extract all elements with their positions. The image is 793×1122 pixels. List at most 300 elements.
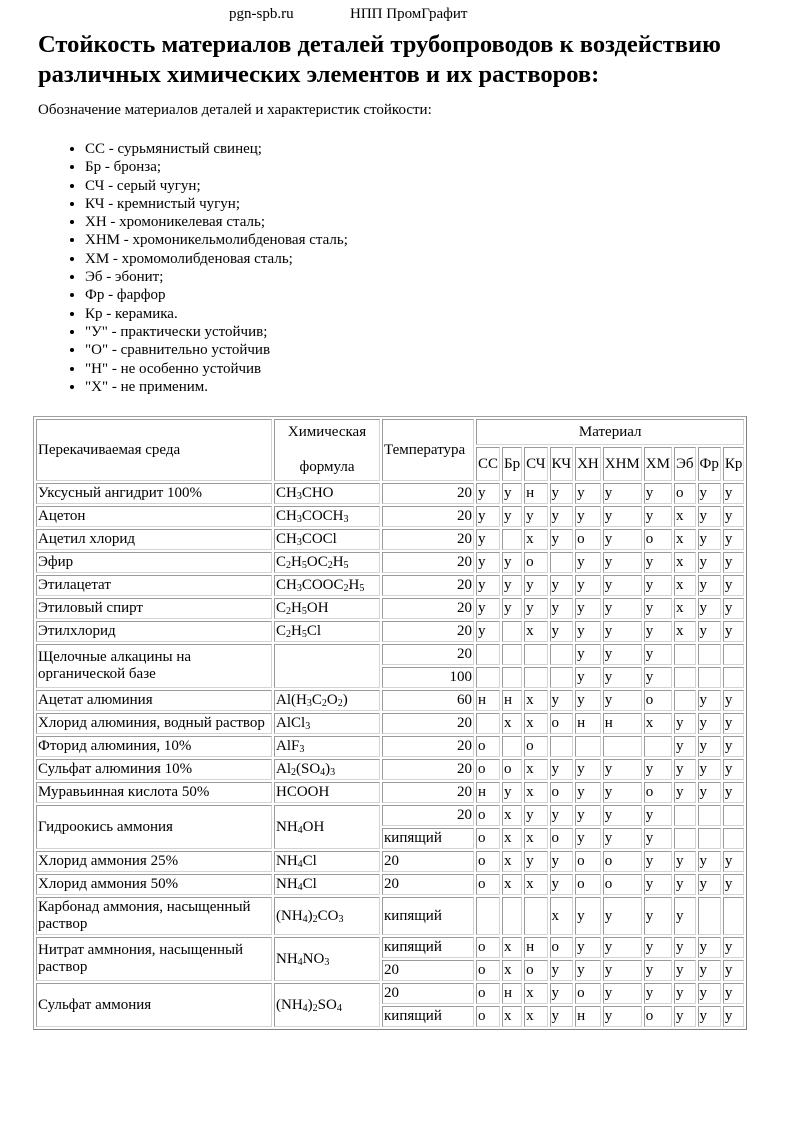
temperature-cell: 20 [382, 736, 474, 757]
resistance-cell: о [524, 960, 547, 981]
resistance-cell: у [723, 851, 745, 872]
resistance-cell: у [603, 667, 642, 688]
resistance-cell: х [524, 874, 547, 895]
legend-item: • "О" - сравнительно устойчив [85, 341, 348, 359]
temperature-cell: 20 [382, 874, 474, 895]
header-material-5: ХНМ [603, 447, 642, 481]
resistance-cell [674, 667, 696, 688]
temperature-cell: 20 [382, 759, 474, 780]
resistance-cell: у [550, 598, 574, 619]
resistance-cell: у [575, 598, 601, 619]
resistance-cell: у [698, 575, 721, 596]
header-material: Материал [476, 419, 744, 445]
medium-cell: Этилацетат [36, 575, 272, 596]
medium-cell: Этиловый спирт [36, 598, 272, 619]
resistance-cell [476, 667, 500, 688]
resistance-cell: о [644, 690, 672, 711]
resistance-cell: у [644, 851, 672, 872]
resistance-cell: у [698, 851, 721, 872]
resistance-cell: у [575, 897, 601, 935]
temperature-cell: кипящий [382, 897, 474, 935]
resistance-cell: о [476, 1006, 500, 1027]
resistance-cell [723, 667, 745, 688]
formula-cell: $C_2H_5OH$ [274, 598, 380, 619]
resistance-cell: о [476, 983, 500, 1004]
legend-item: • КЧ - кремнистый чугун; [85, 195, 348, 213]
table-row [36, 644, 744, 665]
resistance-cell: у [524, 598, 547, 619]
medium-cell: Гидроокись аммония [36, 805, 272, 849]
formula-cell: $NH_4Cl$ [274, 851, 380, 872]
medium-cell: Хлорид алюминия, водный раствор [36, 713, 272, 734]
formula-cell: AlF$_3$ [274, 736, 380, 757]
resistance-cell: у [524, 805, 547, 826]
resistance-cell: х [502, 828, 522, 849]
legend-item: • ХМ - хромомолибденовая сталь; [85, 250, 348, 268]
resistance-cell: у [524, 851, 547, 872]
resistance-cell: о [644, 529, 672, 550]
resistance-cell: у [698, 552, 721, 573]
resistance-cell: у [575, 828, 601, 849]
legend-item: • СС - сурьмянистый свинец; [85, 140, 348, 158]
temperature-cell: 20 [382, 851, 474, 872]
resistance-cell: у [550, 575, 574, 596]
resistance-cell: у [550, 759, 574, 780]
resistance-cell: о [575, 874, 601, 895]
resistance-cell: о [644, 1006, 672, 1027]
resistance-cell: у [575, 644, 601, 665]
resistance-cell: у [603, 690, 642, 711]
table-row [36, 851, 744, 872]
resistance-cell: у [603, 575, 642, 596]
resistance-cell: у [476, 552, 500, 573]
resistance-cell: н [476, 782, 500, 803]
resistance-cell: у [603, 552, 642, 573]
header-material-8: Фр [698, 447, 721, 481]
legend-item: • Бр - бронза; [85, 158, 348, 176]
resistance-cell [674, 828, 696, 849]
resistance-cell: о [550, 828, 574, 849]
header-formula-line1: Химическая [287, 424, 367, 440]
resistance-cell: у [550, 483, 574, 504]
resistance-cell: у [524, 506, 547, 527]
table-row [36, 983, 744, 1004]
header-formula-line2: формула [299, 459, 355, 475]
resistance-cell [476, 897, 500, 935]
resistance-cell: х [674, 598, 696, 619]
legend-item: • Фр - фарфор [85, 286, 348, 304]
header-material-3: КЧ [550, 447, 574, 481]
temperature-cell: 20 [382, 983, 474, 1004]
resistance-cell: у [723, 483, 745, 504]
resistance-cell [550, 667, 574, 688]
resistance-cell: у [575, 782, 601, 803]
resistance-cell: у [698, 506, 721, 527]
resistance-cell: у [674, 851, 696, 872]
table-row [36, 782, 744, 803]
resistance-cell: х [524, 529, 547, 550]
resistance-cell: у [603, 828, 642, 849]
header-material-2: СЧ [524, 447, 547, 481]
resistance-cell: у [723, 937, 745, 958]
table-row [36, 897, 744, 935]
resistance-cell: у [698, 1006, 721, 1027]
formula-cell: $CH_3COOC_2H_5$ [274, 575, 380, 596]
resistance-cell: х [524, 621, 547, 642]
resistance-cell [723, 805, 745, 826]
resistance-cell: у [644, 937, 672, 958]
resistance-cell: у [644, 828, 672, 849]
resistance-cell: у [698, 983, 721, 1004]
table-row [36, 598, 744, 619]
resistance-cell: у [674, 1006, 696, 1027]
resistance-cell: х [524, 713, 547, 734]
table-row [36, 506, 744, 527]
resistance-cell [502, 644, 522, 665]
resistance-cell: у [575, 759, 601, 780]
resistance-cell: у [550, 960, 574, 981]
resistance-cell: н [524, 483, 547, 504]
resistance-cell: у [723, 598, 745, 619]
resistance-cell [524, 667, 547, 688]
temperature-cell: 20 [382, 506, 474, 527]
table-row [36, 759, 744, 780]
resistance-cell: х [674, 575, 696, 596]
temperature-cell: 20 [382, 782, 474, 803]
medium-cell: Уксусный ангидрит 100% [36, 483, 272, 504]
resistance-cell: у [698, 874, 721, 895]
resistance-cell: у [698, 960, 721, 981]
resistance-cell [502, 621, 522, 642]
resistance-cell: у [575, 667, 601, 688]
legend-item: • ХНМ - хромоникельмолибденовая сталь; [85, 231, 348, 249]
resistance-cell: у [723, 736, 745, 757]
resistance-cell: у [603, 897, 642, 935]
medium-cell: Ацетил хлорид [36, 529, 272, 550]
table-row [36, 621, 744, 642]
resistance-cell: у [502, 575, 522, 596]
resistance-cell [698, 644, 721, 665]
resistance-cell: у [723, 506, 745, 527]
resistance-cell: у [698, 782, 721, 803]
resistance-cell: у [575, 960, 601, 981]
temperature-cell: 20 [382, 552, 474, 573]
temperature-cell: 20 [382, 483, 474, 504]
resistance-cell [502, 667, 522, 688]
resistance-cell: у [550, 874, 574, 895]
resistance-cell: х [502, 874, 522, 895]
resistance-cell: у [723, 621, 745, 642]
resistance-cell [644, 736, 672, 757]
resistance-cell: у [603, 506, 642, 527]
formula-cell: $(NH_4)_2SO_4$ [274, 983, 380, 1027]
resistance-cell: у [723, 960, 745, 981]
resistance-cell: у [674, 960, 696, 981]
resistance-cell: у [502, 782, 522, 803]
resistance-cell: х [502, 851, 522, 872]
resistance-cell [575, 736, 601, 757]
medium-cell: Фторид алюминия, 10% [36, 736, 272, 757]
resistance-cell: у [502, 506, 522, 527]
resistance-cell [550, 736, 574, 757]
resistance-cell: о [575, 983, 601, 1004]
medium-cell: Сульфат аммония [36, 983, 272, 1027]
resistance-cell: у [723, 529, 745, 550]
resistance-cell: у [550, 529, 574, 550]
resistance-cell: х [674, 621, 696, 642]
resistance-cell: о [476, 874, 500, 895]
resistance-cell: у [550, 983, 574, 1004]
resistance-cell: у [674, 759, 696, 780]
resistance-cell [502, 736, 522, 757]
table-row [36, 937, 744, 958]
resistance-cell: х [524, 690, 547, 711]
formula-cell: $C_2H_5OC_2H_5$ [274, 552, 380, 573]
resistance-cell: н [575, 713, 601, 734]
resistance-cell: у [603, 1006, 642, 1027]
resistance-cell: х [524, 983, 547, 1004]
resistance-cell: у [603, 983, 642, 1004]
resistance-cell [550, 644, 574, 665]
resistance-cell [674, 644, 696, 665]
resistance-cell: у [644, 874, 672, 895]
table-row [36, 874, 744, 895]
resistance-cell: х [502, 937, 522, 958]
temperature-cell: кипящий [382, 937, 474, 958]
resistance-cell: у [698, 598, 721, 619]
resistance-cell: у [698, 736, 721, 757]
medium-cell: Хлорид аммония 50% [36, 874, 272, 895]
temperature-cell: 20 [382, 529, 474, 550]
temperature-cell: 20 [382, 805, 474, 826]
resistance-cell: у [723, 759, 745, 780]
resistance-cell [502, 897, 522, 935]
resistance-cell: х [524, 782, 547, 803]
resistance-cell: о [502, 759, 522, 780]
resistance-cell: у [644, 983, 672, 1004]
resistance-cell [476, 644, 500, 665]
formula-cell: $Al_2(SO_4)_3$ [274, 759, 380, 780]
formula-cell: $NH_4NO_3$ [274, 937, 380, 981]
resistance-cell: у [698, 690, 721, 711]
resistance-cell: х [502, 1006, 522, 1027]
resistance-cell [674, 805, 696, 826]
resistance-table [33, 416, 747, 1030]
resistance-cell: о [603, 874, 642, 895]
resistance-cell: о [476, 960, 500, 981]
header-material-0: СС [476, 447, 500, 481]
formula-cell: $CH_3COCH_3$ [274, 506, 380, 527]
resistance-cell: у [603, 782, 642, 803]
resistance-cell: у [476, 529, 500, 550]
header-material-9: Кр [723, 447, 745, 481]
resistance-cell: у [603, 483, 642, 504]
resistance-cell: х [502, 805, 522, 826]
resistance-cell: у [644, 483, 672, 504]
resistance-cell: у [575, 805, 601, 826]
resistance-cell: у [575, 506, 601, 527]
resistance-cell [698, 897, 721, 935]
header-temperature: Температура [382, 419, 474, 481]
resistance-cell [723, 897, 745, 935]
medium-cell: Нитрат аммнония, насыщенный раствор [36, 937, 272, 981]
temperature-cell: 20 [382, 960, 474, 981]
resistance-cell: у [698, 937, 721, 958]
resistance-cell: н [502, 983, 522, 1004]
table-row [36, 575, 744, 596]
temperature-cell: 20 [382, 644, 474, 665]
resistance-cell: у [644, 575, 672, 596]
resistance-cell: х [524, 759, 547, 780]
resistance-cell: у [644, 897, 672, 935]
resistance-cell: у [603, 529, 642, 550]
legend-item: • Эб - эбонит; [85, 268, 348, 286]
resistance-cell [550, 552, 574, 573]
resistance-cell [524, 644, 547, 665]
formula-cell: $Al(H_3C_2O_2)$ [274, 690, 380, 711]
resistance-cell: о [524, 736, 547, 757]
resistance-cell: у [723, 552, 745, 573]
resistance-cell: у [723, 874, 745, 895]
resistance-cell: у [723, 575, 745, 596]
table-row [36, 529, 744, 550]
resistance-cell: х [524, 828, 547, 849]
table-row [36, 805, 744, 826]
resistance-cell: у [723, 1006, 745, 1027]
resistance-cell: н [476, 690, 500, 711]
legend-item: • "Н" - не особенно устойчив [85, 360, 348, 378]
legend-item: • СЧ - серый чугун; [85, 177, 348, 195]
resistance-cell: у [674, 782, 696, 803]
resistance-cell: х [674, 529, 696, 550]
resistance-cell: у [550, 690, 574, 711]
legend-list [38, 140, 348, 396]
table-row [36, 736, 744, 757]
formula-cell: $CH_3COCl$ [274, 529, 380, 550]
legend-item: • Кр - керамика. [85, 305, 348, 323]
resistance-cell: у [603, 621, 642, 642]
resistance-cell: у [524, 575, 547, 596]
resistance-cell: х [674, 552, 696, 573]
resistance-cell: о [476, 828, 500, 849]
resistance-cell: у [698, 759, 721, 780]
resistance-cell [603, 736, 642, 757]
resistance-cell: о [476, 759, 500, 780]
resistance-cell: о [524, 552, 547, 573]
resistance-cell: у [723, 690, 745, 711]
formula-cell [274, 644, 380, 688]
formula-cell: $C_2H_5Cl$ [274, 621, 380, 642]
resistance-cell: у [644, 506, 672, 527]
resistance-cell: у [476, 621, 500, 642]
resistance-cell: у [575, 621, 601, 642]
resistance-cell: у [550, 506, 574, 527]
resistance-cell: у [603, 805, 642, 826]
resistance-cell: у [674, 713, 696, 734]
resistance-cell: о [644, 782, 672, 803]
medium-cell: Эфир [36, 552, 272, 573]
resistance-cell: о [476, 937, 500, 958]
resistance-cell: у [644, 552, 672, 573]
resistance-cell: у [550, 805, 574, 826]
resistance-cell: у [502, 598, 522, 619]
legend-item: • ХН - хромоникелевая сталь; [85, 213, 348, 231]
header-medium: Перекачиваемая среда [36, 419, 272, 481]
resistance-cell [674, 690, 696, 711]
formula-cell: $CH_3CHO$ [274, 483, 380, 504]
medium-cell: Этилхлорид [36, 621, 272, 642]
resistance-cell: у [674, 897, 696, 935]
resistance-cell: н [502, 690, 522, 711]
resistance-cell: о [575, 529, 601, 550]
header-material-1: Бр [502, 447, 522, 481]
resistance-cell: х [674, 506, 696, 527]
resistance-cell: х [644, 713, 672, 734]
formula-cell: $(NH_4)_2CO_3$ [274, 897, 380, 935]
resistance-cell: у [575, 575, 601, 596]
resistance-cell [723, 828, 745, 849]
temperature-cell: 20 [382, 621, 474, 642]
resistance-cell: у [674, 983, 696, 1004]
resistance-cell: у [502, 552, 522, 573]
resistance-cell: у [644, 598, 672, 619]
legend-item: • "У" - практически устойчив; [85, 323, 348, 341]
legend-item: • "Х" - не применим. [85, 378, 348, 396]
page-title: Стойкость материалов деталей трубопроводов к воздействию различных химических элементов и их растворов: [38, 31, 721, 88]
resistance-cell: у [550, 1006, 574, 1027]
resistance-cell: о [550, 937, 574, 958]
resistance-cell: у [723, 713, 745, 734]
site-url: pgn-spb.ru [229, 6, 294, 22]
medium-cell: Хлорид аммония 25% [36, 851, 272, 872]
table-row [36, 483, 744, 504]
resistance-cell [698, 828, 721, 849]
resistance-cell: о [550, 782, 574, 803]
resistance-cell: н [603, 713, 642, 734]
formula-cell: AlCl$_3$ [274, 713, 380, 734]
temperature-cell: 20 [382, 713, 474, 734]
temperature-cell: кипящий [382, 1006, 474, 1027]
resistance-cell: о [476, 851, 500, 872]
resistance-cell: у [644, 644, 672, 665]
resistance-cell: о [550, 713, 574, 734]
resistance-cell: у [603, 960, 642, 981]
resistance-cell: у [723, 983, 745, 1004]
resistance-cell: у [476, 598, 500, 619]
resistance-cell: у [674, 937, 696, 958]
resistance-cell [524, 897, 547, 935]
resistance-cell: о [476, 805, 500, 826]
formula-cell: $NH_4OH$ [274, 805, 380, 849]
resistance-cell: у [603, 598, 642, 619]
resistance-cell: х [502, 960, 522, 981]
resistance-cell: у [644, 667, 672, 688]
resistance-cell: н [524, 937, 547, 958]
resistance-cell: у [698, 483, 721, 504]
resistance-cell: х [524, 1006, 547, 1027]
formula-cell: HCOOH [274, 782, 380, 803]
resistance-cell: н [575, 1006, 601, 1027]
header-material-7: Эб [674, 447, 696, 481]
resistance-cell: у [476, 506, 500, 527]
medium-cell: Ацетат алюминия [36, 690, 272, 711]
resistance-cell: о [476, 736, 500, 757]
resistance-cell [698, 667, 721, 688]
resistance-cell: х [502, 713, 522, 734]
resistance-cell: у [502, 483, 522, 504]
resistance-cell: у [603, 759, 642, 780]
resistance-cell: х [550, 897, 574, 935]
